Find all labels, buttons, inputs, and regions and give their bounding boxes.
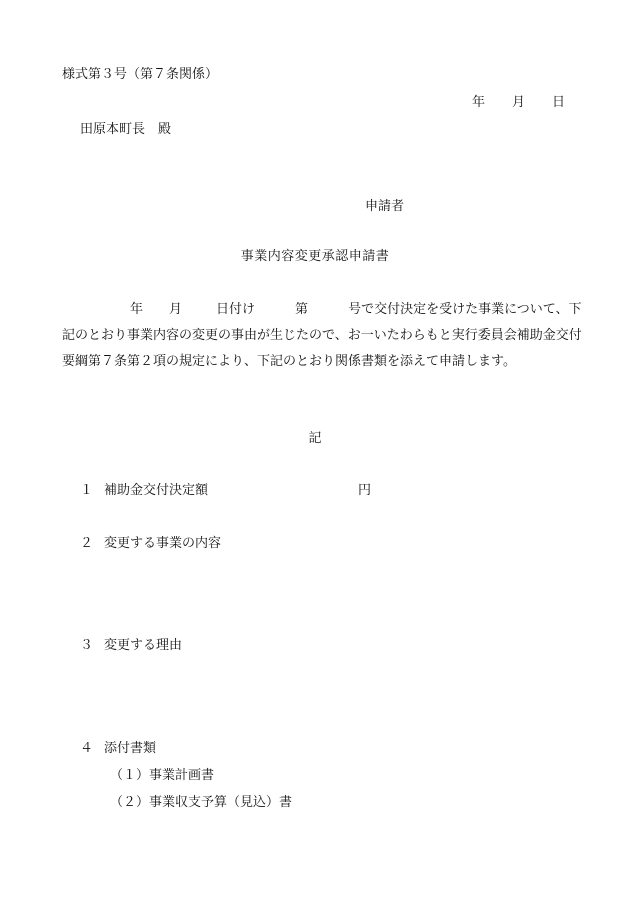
date-day: 日: [552, 95, 566, 110]
attachment-plan: （１）事業計画書: [110, 768, 215, 783]
item-label: 添付書類: [104, 741, 157, 756]
date-year: 年: [472, 95, 486, 110]
item-attachments: [80, 740, 156, 758]
applicant-label: 申請者: [365, 199, 405, 214]
form-number: 様式第３号（第７条関係）: [62, 67, 219, 82]
attachment-budget: （２）事業収支予算（見込）書: [110, 795, 293, 810]
item-label: 補助金交付決定額: [104, 483, 209, 498]
item-number: ４: [80, 741, 94, 756]
addressee: 田原本町長 殿: [80, 122, 172, 137]
body-paragraph: [62, 297, 582, 375]
item-grant-amount: [80, 482, 371, 500]
item-change-content: [80, 535, 221, 553]
body-year: 年: [130, 302, 144, 317]
item-number: １: [80, 483, 94, 498]
item-number: ３: [80, 638, 94, 653]
yen-suffix: 円: [358, 483, 372, 498]
document-title: 事業内容変更承認申請書: [240, 249, 390, 264]
body-day: 日付け: [216, 302, 256, 317]
ki-heading: 記: [308, 431, 322, 446]
date-month: 月: [512, 95, 526, 110]
body-dai: 第: [295, 302, 309, 317]
item-label: 変更する理由: [104, 638, 183, 653]
body-text: 号で交付決定を受けた事業について、下記のとおり事業内容の変更の事由が生じたので、お一いたわらもと実行委員会補助金交付要綱第７条第２項の規定により、下記のとおり関係書類を添えて申請します。: [62, 302, 582, 369]
item-label: 変更する事業の内容: [104, 536, 222, 551]
item-number: ２: [80, 536, 94, 551]
item-change-reason: [80, 637, 182, 655]
date-line: [472, 94, 565, 112]
body-month: 月: [169, 302, 183, 317]
